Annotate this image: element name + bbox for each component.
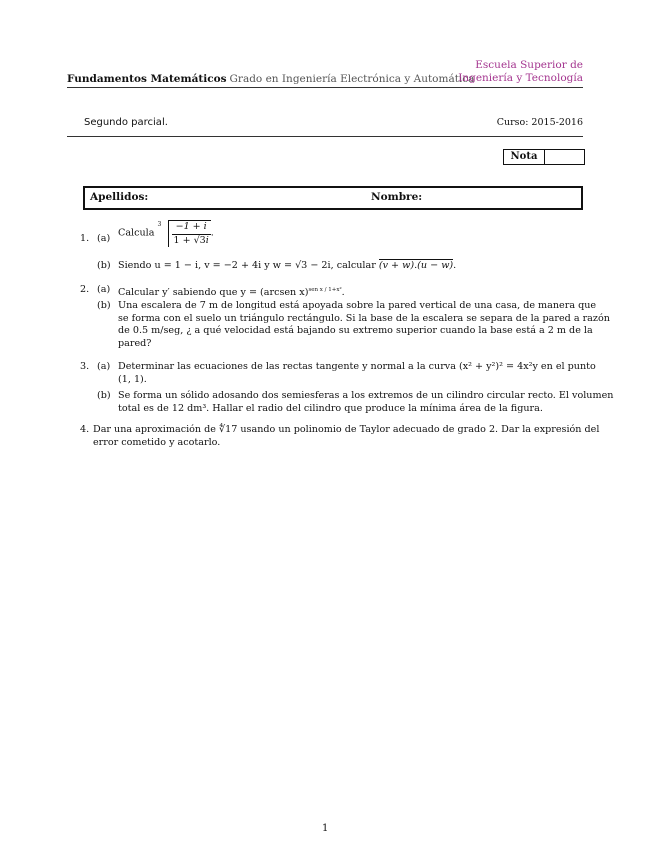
q1a-text: Calcula [118, 227, 155, 239]
q3-part-a [118, 361, 596, 386]
q2a-text: Calcular y′ sabiendo que y = (arcsen x) [118, 287, 309, 299]
text-line: Se forma un sólido adosando dos semiesferas a los extremos de un cilindro circular recto. El volumen [118, 390, 614, 401]
page-number: 1 [322, 823, 329, 834]
question-number: 2. [80, 284, 90, 295]
root-index: 3 [157, 221, 162, 228]
surname-label: Apellidos: [90, 191, 149, 203]
q2-part-a [118, 284, 345, 300]
school-line-1: Escuela Superior de [475, 59, 583, 71]
fraction [172, 221, 211, 247]
q1b-text: Siendo u = 1 − i, v = −2 + 4i y w = √3 − 2i, calcular [118, 260, 376, 271]
part-label: (a) [97, 361, 111, 372]
period: . [210, 227, 214, 239]
exam-title: Segundo parcial. [84, 117, 168, 128]
part-label: (a) [97, 233, 111, 244]
q4-text [93, 424, 600, 449]
text-line: se forma con el suelo un triángulo rectángulo. Si la base de la escalera se separa de la pared a razón [118, 312, 610, 324]
text-line: (1, 1). [118, 373, 147, 385]
denominator: 1 + √3i [173, 234, 209, 246]
period: . [453, 260, 457, 271]
part-label: (b) [97, 260, 111, 271]
header-rule [67, 87, 583, 88]
text-line: total es de 12 dm³. Hallar el radio del cilindro que produce la mínima área de la figura. [118, 402, 543, 414]
text-line: Determinar las ecuaciones de las rectas tangente y normal a la curva (x² + y²)² = 4x²y en el punto [118, 361, 596, 372]
question-number: 1. [80, 233, 90, 244]
text-line: pared? [118, 337, 152, 349]
text-line: Una escalera de 7 m de longitud está apoyada sobre la pared vertical de una casa, de manera que [118, 300, 597, 311]
q1-part-a [118, 220, 214, 247]
numerator: −1 + i [172, 221, 211, 235]
radicand [168, 220, 211, 247]
grade-label: Nota [504, 150, 545, 164]
course-year: Curso: 2015-2016 [496, 117, 583, 128]
den-part: 1 + [173, 234, 194, 246]
q1-part-b [118, 260, 456, 273]
text-line: error cometido y acotarlo. [93, 436, 221, 448]
course-title: Fundamentos Matemáticos [67, 73, 227, 85]
grade-box [503, 149, 585, 165]
q3-part-b [118, 390, 614, 415]
title-rule [67, 136, 583, 137]
part-label: (b) [97, 390, 111, 401]
name-label: Nombre: [371, 191, 423, 203]
conjugate-expression: (v + w).(u − w) [378, 260, 454, 271]
period: . [341, 287, 345, 299]
school-line-2: Ingeniería y Tecnología [458, 72, 583, 84]
den-radicand: 3 [199, 234, 206, 246]
question-number: 3. [80, 361, 90, 372]
course-header [67, 73, 474, 85]
school-name [458, 59, 583, 85]
cube-root-expression [158, 220, 211, 247]
part-label: (a) [97, 284, 111, 295]
text-line: de 0.5 m/seg, ¿ a qué velocidad está bajando su extremo superior cuando la base está a 2 m de la [118, 325, 593, 336]
student-name-box [83, 186, 583, 210]
den-imag: i [205, 234, 209, 246]
q2-part-b [118, 300, 610, 350]
exponent: sen x / 1+x² [308, 287, 342, 293]
text-line: Dar una aproximación de ∜17 usando un polinomio de Taylor adecuado de grado 2. Dar la expresión del [93, 424, 600, 435]
part-label: (b) [97, 300, 111, 311]
degree-name: Grado en Ingeniería Electrónica y Automática [229, 73, 475, 85]
question-number: 4. [80, 424, 90, 435]
